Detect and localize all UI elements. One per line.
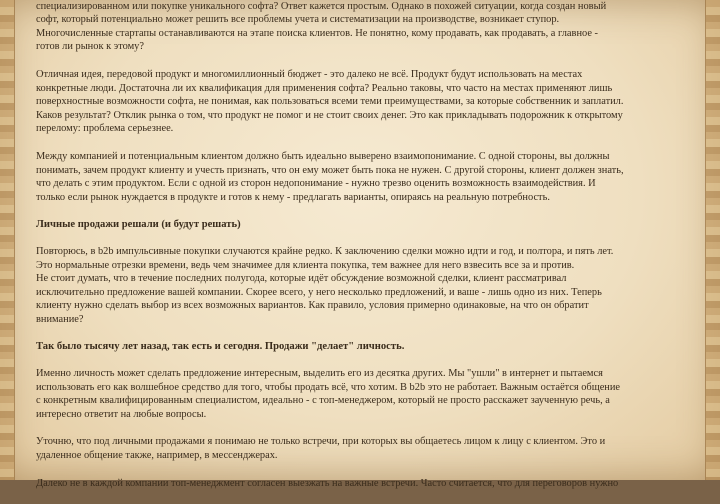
paragraph-1	[36, 0, 688, 54]
text-line: специализированном или покупке уникального софта? Ответ кажется простым. Однако в похожей ситуации, когда создан новый	[36, 0, 607, 12]
text-line: Каков результат? Отклик рынка о том, что продукт не помог и не стоит своих денег. Это как прикладывать подорожник к открытому	[36, 109, 623, 121]
paragraph-2	[36, 68, 688, 136]
text-line: что делать с этим продуктом. Если с одной из сторон недопонимание - нужно трезво оценить возможность взаимодействия. И	[36, 178, 596, 190]
section-heading-personality: Так было тысячу лет назад, так есть и сегодня. Продажи "делает" личность.	[36, 341, 405, 353]
text-line: внимание?	[36, 313, 84, 325]
text-line: Отличная идея, передовой продукт и многомиллионный бюджет - это далеко не всё. Продукт будут использовать на местах	[36, 68, 583, 80]
text-line: Это нормальные отрезки времени, ведь чем значимее для клиента покупка, тем важнее для него взвесить все за и против.	[36, 259, 575, 271]
section-heading-personal-sales: Личные продажи решали (и будут решать)	[36, 219, 241, 231]
text-line: поверхностные возможности софта, не понимая, как пользоваться всеми теми преимуществами, за которые собственник и заплатил.	[36, 96, 624, 108]
text-line: Далеко не в каждой компании топ-менеджмент согласен выезжать на важные встречи. Часто считается, что для переговоров нужно	[36, 477, 619, 489]
paragraph-6	[36, 435, 688, 462]
text-line: софт, который потенциально может решить все проблемы учета и систематизации на производстве, возникает ступор.	[36, 14, 560, 26]
text-line: готов ли рынок к этому?	[36, 41, 144, 53]
paragraph-7	[36, 477, 688, 491]
torn-edge-right	[705, 0, 720, 480]
paragraph-3	[36, 150, 688, 204]
text-line: понимать, зачем продукт клиенту и учесть признать, что он ему может быть пока не нужен. С другой стороны, клиент должен знать,	[36, 164, 624, 176]
torn-edge-left	[0, 0, 15, 480]
text-line: Между компанией и потенциальным клиентом должно быть идеально выверено взаимопонимание. С одной стороны, вы должны	[36, 150, 610, 162]
text-line: перелому: проблема серьезнее.	[36, 123, 174, 135]
paragraph-5	[36, 367, 688, 421]
text-line: Не стоит думать, что в течение последних полугода, которые идёт обсуждение возможной сделки, клиент рассматривал	[36, 273, 567, 285]
text-line: Именно личность может сделать предложение интересным, выделить его из десятка других. Мы "ушли" в интернет и пытаемся	[36, 368, 603, 380]
text-line: использовать его как волшебное средство для того, чтобы продать всё, что хотим. В b2b это не работает. Важным остаётся общение	[36, 381, 621, 393]
text-line: Повторюсь, в b2b импульсивные покупки случаются крайне редко. К заключению сделки можно идти и год, и полтора, и пять лет.	[36, 245, 614, 257]
text-line: удаленное общение также, например, в мессенджерах.	[36, 450, 278, 462]
article-body	[36, 0, 688, 504]
text-line: клиенту нужно сделать выбор из всех возможных вариантов. Как правило, условия примерно одинаковые, на что он обратит	[36, 300, 589, 312]
text-line: Уточню, что под личными продажами я понимаю не только встречи, при которых вы общаетесь лицом к лицу с клиентом. Это и	[36, 436, 606, 448]
text-line: Многочисленные стартапы останавливаются на этапе поиска клиентов. Не понятно, кому продавать, как продавать, а главное -	[36, 27, 599, 39]
paragraph-4	[36, 245, 688, 327]
text-line: с конкретным квалифицированным специалистом, идеально - с топ-менеджером, который не просто расскажет заученную речь, а	[36, 395, 610, 407]
text-line: только если рынок нуждается в продукте и готов к нему - предлагать варианты, опираясь на реальную потребность.	[36, 191, 550, 203]
text-line: исключительно предложение вашей компании. Скорее всего, у него несколько предложений, и ваше - лишь одно из них. Теперь	[36, 286, 602, 298]
text-line: интересно ответит на любые вопросы.	[36, 408, 207, 420]
text-line: конкретные люди. Достаточна ли их квалификация для применения софта? Реально таковы, что часто на местах применяют лишь	[36, 82, 613, 94]
